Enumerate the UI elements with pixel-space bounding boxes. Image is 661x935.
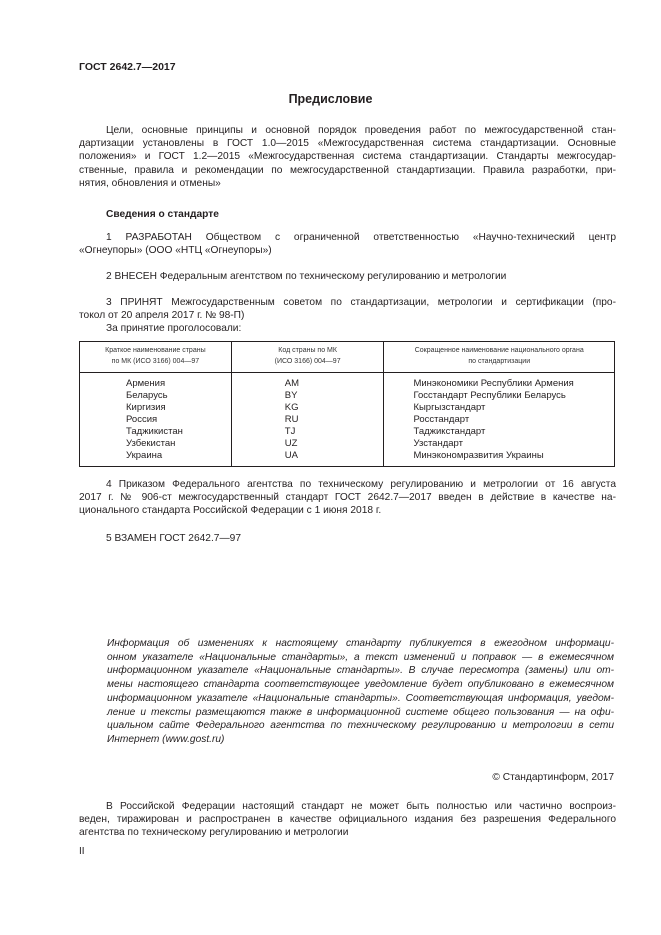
item-3-adopted-by [79,296,616,336]
country-cell: Узбекистан [80,438,232,450]
section-title: Сведения о стандарте [106,209,219,220]
item-4-enacted-by [79,478,616,518]
info-note-line: мены настоящего стандарта соответствующее уведомление будет опубликовано в ежемесячном [107,679,614,691]
country-cell: Армения [80,373,232,391]
standards-body-cell: Росстандарт [384,414,615,426]
item-4-line: 2017 г. № 906-ст межгосударственный стандарт ГОСТ 2642.7—2017 введен в действие в качестве на- [79,492,616,504]
item-4-line: ционального стандарта Российской Федерации с 1 июня 2018 г. [79,505,382,517]
legal-notice-line: агентства по техническому регулированию и метрологии [79,827,349,839]
intro-line: Цели, основные принципы и основной порядок проведения работ по межгосударственной стан- [106,125,616,136]
page-number: II [79,846,85,857]
intro-line: ственные, правила и рекомендации по межгосударственной стандартизации. Правила разработки, при- [79,164,616,176]
table-row [80,402,615,414]
table-row [80,373,615,391]
info-note-line: онном указателе «Национальные стандарты», а текст изменений и поправок — в ежемесячном [107,651,614,663]
column-header-country-code: Код страны по МК (ИСО 3166) 004—97 [231,342,384,373]
country-cell: Беларусь [80,390,232,402]
info-note-line: ление и тексты размещаются также в информационной системе общего пользования — на офи- [107,706,614,718]
document-id-header: ГОСТ 2642.7—2017 [79,61,176,73]
country-code-cell: TJ [231,426,384,438]
standards-body-cell: Госстандарт Республики Беларусь [384,390,615,402]
table-row [80,438,615,450]
item-5-replaces: 5 ВЗАМЕН ГОСТ 2642.7—97 [106,533,241,544]
legal-notice-line: В Российской Федерации настоящий стандарт не может быть полностью или частично воспроиз- [106,801,616,812]
item-3-line: 3 ПРИНЯТ Межгосударственным советом по стандартизации, метрологии и сертификации (про- [106,297,616,308]
column-header-country: Краткое наименование страны по МК (ИСО 3166) 004—97 [80,342,232,373]
standards-body-cell: Минэкономики Республики Армения [384,373,615,391]
intro-line: дартизации установлены в ГОСТ 1.0—2015 «Межгосударственная система стандартизации. Основные [79,138,616,150]
table-header-row [80,342,615,373]
column-header-standards-body: Сокращенное наименование национального органа по стандартизации [384,342,615,373]
info-note-line: Интернет (www.gost.ru) [107,733,225,745]
intro-line: нятия, обновления и отмены» [79,177,221,189]
country-code-cell: AM [231,373,384,391]
standards-body-cell: Узстандарт [384,438,615,450]
country-cell: Украина [80,450,232,467]
voted-label: За принятие проголосовали: [106,323,242,335]
intro-line: положения» и ГОСТ 1.2—2015 «Межгосударственная система стандартизации. Стандарты межгосудар- [79,151,616,163]
intro-paragraph [79,124,616,190]
legal-notice-line: веден, тиражирован и распространен в качестве официального издания без разрешения Федерального [79,814,616,826]
standards-body-cell: Таджикстандарт [384,426,615,438]
table-row [80,426,615,438]
country-code-cell: RU [231,414,384,426]
item-3-line: токол от 20 апреля 2017 г. № 98-П) [79,310,245,322]
info-note-line: Информация об изменениях к настоящему стандарту публикуется в ежегодном информаци- [107,638,614,649]
country-code-cell: KG [231,402,384,414]
info-note-line: циальном сайте Федерального агентства по техническому регулированию и метрологии в сети [107,720,614,732]
standards-body-cell: Кыргызстандарт [384,402,615,414]
item-1-developed-by [79,231,616,257]
country-code-cell: UA [231,450,384,467]
country-cell: Таджикистан [80,426,232,438]
info-note-line: информационном указателе «Национальные стандарты». В случае пересмотра (замены) или от- [107,665,614,677]
table-row [80,390,615,402]
standards-body-cell: Минэкономразвития Украины [384,450,615,467]
country-cell: Россия [80,414,232,426]
information-note [107,637,614,747]
voting-countries-table [79,341,615,467]
item-1-line: 1 РАЗРАБОТАН Обществом с ограниченной ответственностью «Научно-технический центр [106,232,616,243]
page-title: Предисловие [288,92,373,106]
copyright-notice: © Стандартинформ, 2017 [492,772,614,783]
item-1-line: «Огнеупоры» (ООО «НТЦ «Огнеупоры») [79,245,272,257]
country-cell: Киргизия [80,402,232,414]
table-row [80,450,615,467]
country-code-cell: BY [231,390,384,402]
info-note-line: информационном указателе «Национальные стандарты». Соответствующая информация, уведом- [107,692,614,704]
table-row [80,414,615,426]
item-4-line: 4 Приказом Федерального агентства по техническому регулированию и метрологии от 16 августа [106,479,616,490]
legal-notice [79,800,616,840]
country-code-cell: UZ [231,438,384,450]
item-2-introduced-by: 2 ВНЕСЕН Федеральным агентством по техническому регулированию и метрологии [106,271,507,282]
